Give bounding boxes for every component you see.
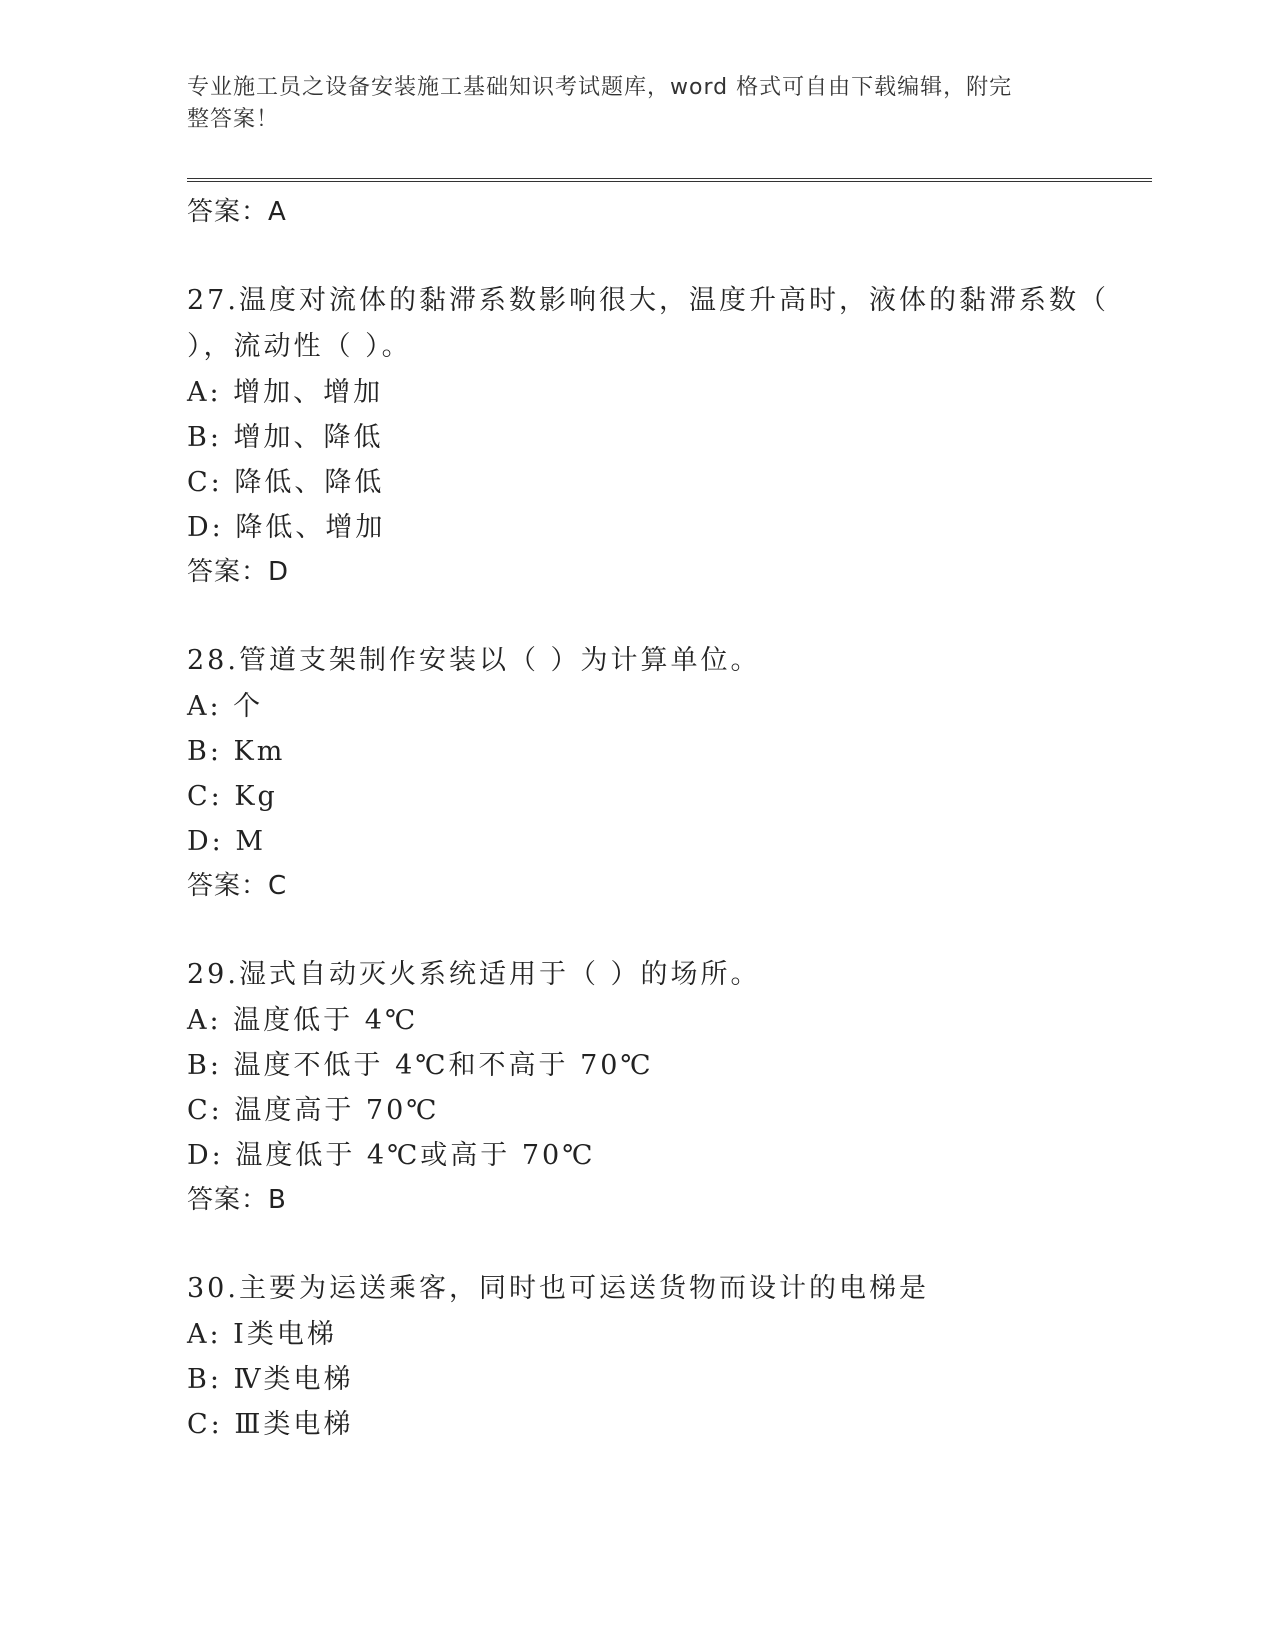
question-27-option-b: B: 增加、降低 xyxy=(187,422,384,453)
question-29-answer: 答案：B xyxy=(187,1185,287,1215)
question-27 xyxy=(187,278,1152,595)
question-29-option-a: A: 温度低于 4℃ xyxy=(187,1005,419,1036)
question-30-option-b: B: Ⅳ类电梯 xyxy=(187,1364,354,1395)
question-30-option-a: A: Ⅰ类电梯 xyxy=(187,1319,337,1350)
question-28-option-d: D: M xyxy=(187,826,266,857)
question-28-text: 28.管道支架制作安装以（ ）为计算单位。 xyxy=(187,645,761,676)
question-29-option-d: D: 温度低于 4℃或高于 70℃ xyxy=(187,1140,596,1171)
question-27-line-2: ），流动性（ ）。 xyxy=(187,331,412,362)
question-27-option-c: C: 降低、降低 xyxy=(187,467,385,498)
question-29 xyxy=(187,952,1152,1223)
question-30-option-c: C: Ⅲ类电梯 xyxy=(187,1409,354,1440)
header-line-1: 专业施工员之设备安装施工基础知识考试题库，word 格式可自由下载编辑，附完 xyxy=(187,75,1013,100)
question-29-option-c: C: 温度高于 70℃ xyxy=(187,1095,440,1126)
question-30-text: 30.主要为运送乘客，同时也可运送货物而设计的电梯是 xyxy=(187,1273,929,1304)
question-27-option-d: D: 降低、增加 xyxy=(187,512,386,543)
question-28-option-c: C: Kg xyxy=(187,781,278,812)
question-30 xyxy=(187,1266,1152,1447)
question-27-text xyxy=(187,278,1152,370)
question-29-text: 29.湿式自动灭火系统适用于（ ）的场所。 xyxy=(187,959,761,990)
answer-26: 答案：A xyxy=(187,197,287,227)
question-28-option-a: A: 个 xyxy=(187,691,264,722)
header-divider xyxy=(187,178,1152,182)
header-line-2: 整答案！ xyxy=(187,107,280,132)
question-list xyxy=(187,190,1152,1447)
page-header xyxy=(187,72,1067,136)
question-28-option-b: B: Km xyxy=(187,736,286,767)
question-27-answer: 答案：D xyxy=(187,557,290,587)
question-27-line-1: 27.温度对流体的黏滞系数影响很大，温度升高时，液体的黏滞系数（ xyxy=(187,285,1109,316)
question-29-option-b: B: 温度不低于 4℃和不高于 70℃ xyxy=(187,1050,654,1081)
question-28 xyxy=(187,638,1152,909)
question-28-answer: 答案：C xyxy=(187,871,288,901)
question-27-option-a: A: 增加、增加 xyxy=(187,377,384,408)
